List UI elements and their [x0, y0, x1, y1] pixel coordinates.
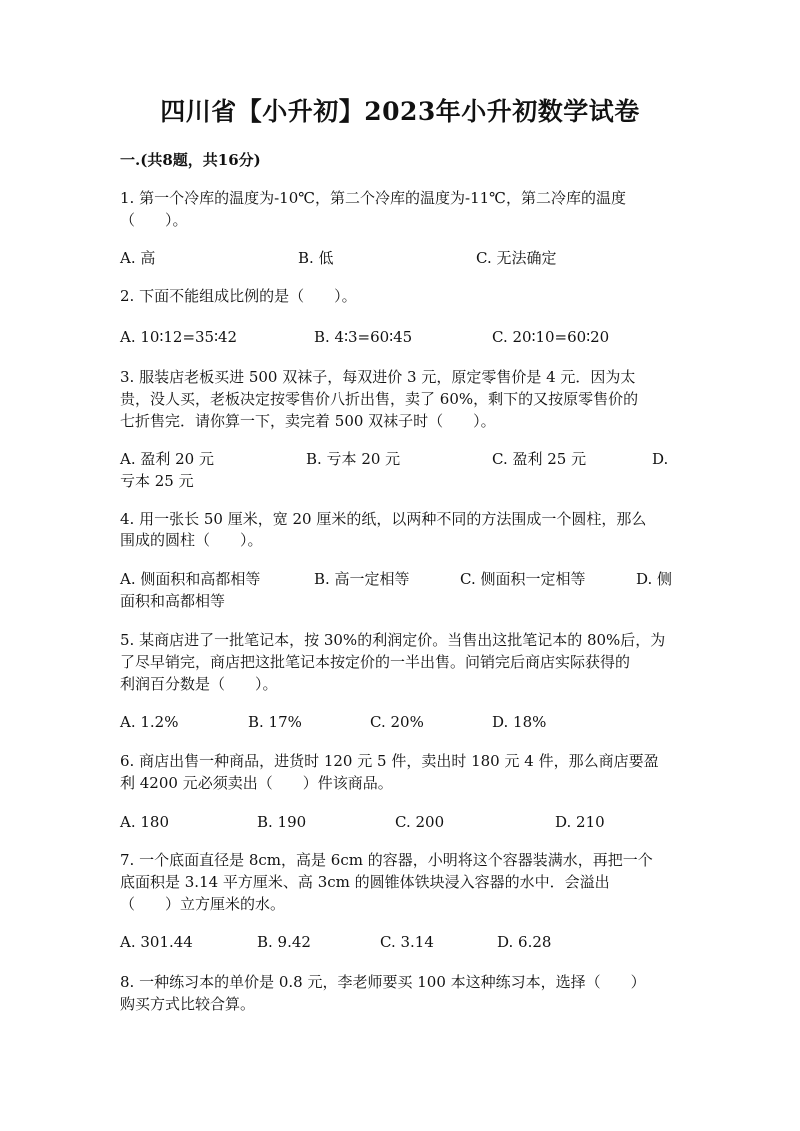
question-3-line-3: 七折售完．请你算一下，卖完着 500 双袜子时（ ）。 [120, 412, 496, 430]
question-6-option-c: C. 200 [395, 813, 445, 831]
question-6-line-1: 6. 商店出售一种商品，进货时 120 元 5 件，卖出时 180 元 4 件，那么商店要盈 [120, 752, 659, 770]
question-1-line-1: 1. 第一个冷库的温度为-10℃，第二个冷库的温度为-11℃，第二冷库的温度 [120, 189, 626, 207]
question-4-option-a: A. 侧面积和高都相等 [120, 570, 261, 588]
question-3-option-d: D. [652, 450, 669, 468]
question-2-line-1: 2. 下面不能组成比例的是（ ）。 [120, 287, 357, 305]
question-1-line-2: （ ）。 [120, 211, 188, 229]
question-3-option-b: B. 亏本 20 元 [306, 450, 401, 468]
question-1-option-a: A. 高 [120, 249, 156, 267]
question-3-option-a: A. 盈利 20 元 [120, 450, 214, 468]
question-3-option-d-cont: 亏本 25 元 [120, 472, 194, 490]
question-3-line-2: 贵，没人买，老板决定按零售价八折出售，卖了 60%，剩下的又按原零售价的 [120, 390, 639, 408]
question-8-line-1: 8. 一种练习本的单价是 0.8 元，李老师要买 100 本这种练习本，选择（ ） [120, 973, 646, 991]
question-7-option-a: A. 301.44 [120, 933, 193, 951]
question-7-option-b: B. 9.42 [257, 933, 311, 951]
question-5-option-b: B. 17% [248, 713, 302, 731]
question-7-option-c: C. 3.14 [380, 933, 434, 951]
question-7-line-1: 7. 一个底面直径是 8cm，高是 6cm 的容器，小明将这个容器装满水，再把一个 [120, 851, 653, 869]
question-6-option-d: D. 210 [555, 813, 605, 831]
question-7-line-2: 底面积是 3.14 平方厘米、高 3cm 的圆锥体铁块浸入容器的水中．会溢出 [120, 873, 610, 891]
section-heading: 一.(共8题，共16分) [120, 151, 261, 169]
question-2-option-a: A. 10∶12=35∶42 [120, 328, 238, 346]
question-1-option-b: B. 低 [298, 249, 334, 267]
question-5-line-3: 利润百分数是（ ）。 [120, 675, 278, 693]
question-5-option-d: D. 18% [492, 713, 547, 731]
question-1-option-c: C. 无法确定 [476, 249, 557, 267]
question-4-option-c: C. 侧面积一定相等 [460, 570, 586, 588]
question-4-option-d-cont: 面积和高都相等 [120, 592, 226, 610]
question-5-option-a: A. 1.2% [120, 713, 179, 731]
question-6-line-2: 利 4200 元必须卖出（ ）件该商品。 [120, 774, 393, 792]
question-5-line-2: 了尽早销完，商店把这批笔记本按定价的一半出售。问销完后商店实际获得的 [120, 653, 631, 671]
question-5-line-1: 5. 某商店进了一批笔记本，按 30%的利润定价。当售出这批笔记本的 80%后，为 [120, 631, 666, 649]
question-2-option-c: C. 20∶10=60∶20 [492, 328, 610, 346]
question-3-line-1: 3. 服装店老板买进 500 双袜子，每双进价 3 元，原定零售价是 4 元．因为太 [120, 368, 636, 386]
question-4-line-1: 4. 用一张长 50 厘米，宽 20 厘米的纸，以两种不同的方法围成一个圆柱，那么 [120, 510, 647, 528]
question-7-option-d: D. 6.28 [497, 933, 552, 951]
question-8-line-2: 购买方式比较合算。 [120, 995, 256, 1013]
exam-title: 四川省【小升初】2023年小升初数学试卷 [160, 97, 640, 126]
question-7-line-3: （ ）立方厘米的水。 [120, 895, 286, 913]
question-4-line-2: 围成的圆柱（ ）。 [120, 531, 263, 549]
question-4-option-b: B. 高一定相等 [314, 570, 410, 588]
question-2-option-b: B. 4∶3=60∶45 [314, 328, 413, 346]
question-5-option-c: C. 20% [370, 713, 424, 731]
question-3-option-c: C. 盈利 25 元 [492, 450, 587, 468]
question-4-option-d: D. 侧 [636, 570, 673, 588]
question-6-option-b: B. 190 [257, 813, 307, 831]
question-6-option-a: A. 180 [120, 813, 169, 831]
